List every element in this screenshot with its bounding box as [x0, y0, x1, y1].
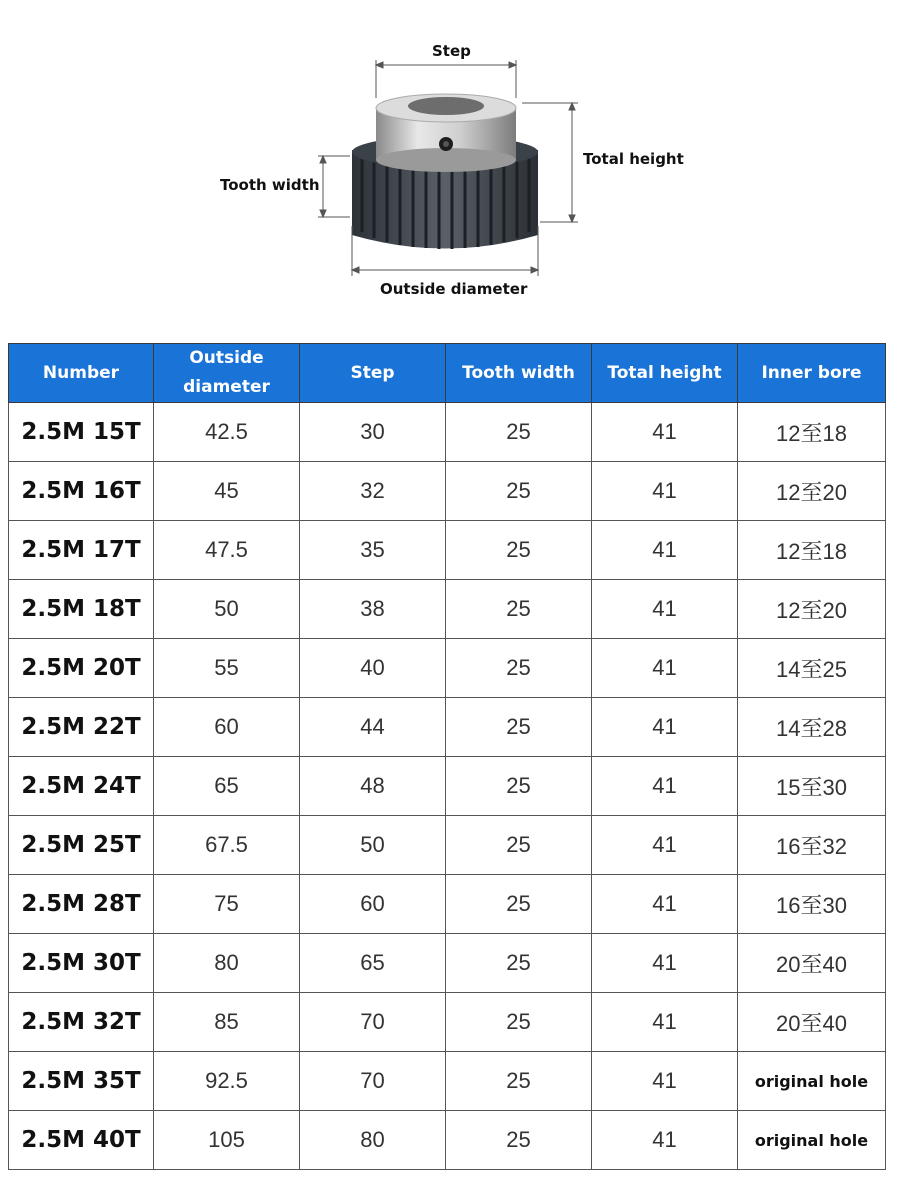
- cell-number: 2.5M 20T: [9, 639, 154, 698]
- cell-inner-bore: 20至40: [738, 993, 886, 1052]
- cell-total-height: 41: [592, 1052, 738, 1111]
- table-row: [9, 403, 886, 462]
- cell-total-height: 41: [592, 521, 738, 580]
- cell-outside-diameter: 60: [154, 698, 300, 757]
- cell-tooth-width: 25: [446, 580, 592, 639]
- cell-step: 60: [300, 875, 446, 934]
- cell-outside-diameter: 80: [154, 934, 300, 993]
- cell-inner-bore: 12至20: [738, 580, 886, 639]
- cell-step: 70: [300, 993, 446, 1052]
- cell-outside-diameter: 42.5: [154, 403, 300, 462]
- cell-step: 48: [300, 757, 446, 816]
- cell-inner-bore: 16至30: [738, 875, 886, 934]
- cell-total-height: 41: [592, 403, 738, 462]
- cell-inner-bore: 20至40: [738, 934, 886, 993]
- cell-inner-bore: 15至30: [738, 757, 886, 816]
- cell-number: 2.5M 24T: [9, 757, 154, 816]
- cell-total-height: 41: [592, 462, 738, 521]
- header-tooth-width: Tooth width: [446, 344, 592, 403]
- cell-step: 35: [300, 521, 446, 580]
- cell-outside-diameter: 45: [154, 462, 300, 521]
- total-height-label: Total height: [583, 150, 684, 168]
- cell-number: 2.5M 22T: [9, 698, 154, 757]
- cell-outside-diameter: 65: [154, 757, 300, 816]
- cell-step: 70: [300, 1052, 446, 1111]
- cell-total-height: 41: [592, 875, 738, 934]
- cell-number: 2.5M 30T: [9, 934, 154, 993]
- cell-outside-diameter: 50: [154, 580, 300, 639]
- table-row: [9, 757, 886, 816]
- cell-number: 2.5M 40T: [9, 1111, 154, 1170]
- header-total-height: Total height: [592, 344, 738, 403]
- cell-step: 80: [300, 1111, 446, 1170]
- table-row: [9, 521, 886, 580]
- cell-number: 2.5M 15T: [9, 403, 154, 462]
- cell-inner-bore: original hole: [738, 1052, 886, 1111]
- cell-outside-diameter: 75: [154, 875, 300, 934]
- cell-tooth-width: 25: [446, 875, 592, 934]
- spec-table: [8, 343, 886, 1170]
- cell-inner-bore: 14至25: [738, 639, 886, 698]
- cell-number: 2.5M 18T: [9, 580, 154, 639]
- cell-step: 38: [300, 580, 446, 639]
- cell-step: 50: [300, 816, 446, 875]
- cell-number: 2.5M 17T: [9, 521, 154, 580]
- cell-outside-diameter: 92.5: [154, 1052, 300, 1111]
- table-row: [9, 462, 886, 521]
- cell-inner-bore: 16至32: [738, 816, 886, 875]
- table-row: [9, 816, 886, 875]
- cell-step: 40: [300, 639, 446, 698]
- cell-inner-bore: 12至18: [738, 521, 886, 580]
- cell-outside-diameter: 67.5: [154, 816, 300, 875]
- table-row: [9, 698, 886, 757]
- cell-outside-diameter: 55: [154, 639, 300, 698]
- cell-inner-bore: 14至28: [738, 698, 886, 757]
- cell-total-height: 41: [592, 757, 738, 816]
- cell-inner-bore: original hole: [738, 1111, 886, 1170]
- cell-total-height: 41: [592, 816, 738, 875]
- header-step: Step: [300, 344, 446, 403]
- table-row: [9, 875, 886, 934]
- cell-tooth-width: 25: [446, 462, 592, 521]
- cell-number: 2.5M 32T: [9, 993, 154, 1052]
- cell-tooth-width: 25: [446, 639, 592, 698]
- cell-total-height: 41: [592, 580, 738, 639]
- cell-tooth-width: 25: [446, 1111, 592, 1170]
- outside-diameter-label: Outside diameter: [380, 280, 528, 298]
- cell-outside-diameter: 47.5: [154, 521, 300, 580]
- cell-number: 2.5M 16T: [9, 462, 154, 521]
- cell-tooth-width: 25: [446, 934, 592, 993]
- cell-number: 2.5M 35T: [9, 1052, 154, 1111]
- cell-tooth-width: 25: [446, 1052, 592, 1111]
- cell-number: 2.5M 28T: [9, 875, 154, 934]
- table-row: [9, 580, 886, 639]
- cell-tooth-width: 25: [446, 816, 592, 875]
- cell-total-height: 41: [592, 993, 738, 1052]
- table-row: [9, 639, 886, 698]
- cell-outside-diameter: 105: [154, 1111, 300, 1170]
- cell-tooth-width: 25: [446, 698, 592, 757]
- step-label: Step: [432, 42, 471, 60]
- header-inner-bore: Inner bore: [738, 344, 886, 403]
- cell-tooth-width: 25: [446, 521, 592, 580]
- cell-step: 30: [300, 403, 446, 462]
- cell-inner-bore: 12至18: [738, 403, 886, 462]
- cell-tooth-width: 25: [446, 757, 592, 816]
- gear-hub: [376, 94, 516, 172]
- table-row: [9, 993, 886, 1052]
- table-header-row: [9, 344, 886, 403]
- cell-total-height: 41: [592, 698, 738, 757]
- cell-tooth-width: 25: [446, 993, 592, 1052]
- cell-step: 32: [300, 462, 446, 521]
- cell-total-height: 41: [592, 639, 738, 698]
- cell-step: 44: [300, 698, 446, 757]
- table-row: [9, 1052, 886, 1111]
- cell-number: 2.5M 25T: [9, 816, 154, 875]
- cell-tooth-width: 25: [446, 403, 592, 462]
- table-row: [9, 1111, 886, 1170]
- tooth-width-label: Tooth width: [220, 176, 320, 194]
- cell-total-height: 41: [592, 934, 738, 993]
- header-outside-diameter: Outside diameter: [154, 344, 300, 403]
- cell-outside-diameter: 85: [154, 993, 300, 1052]
- header-number: Number: [9, 344, 154, 403]
- gear-diagram: [0, 0, 900, 330]
- cell-inner-bore: 12至20: [738, 462, 886, 521]
- cell-total-height: 41: [592, 1111, 738, 1170]
- cell-step: 65: [300, 934, 446, 993]
- table-row: [9, 934, 886, 993]
